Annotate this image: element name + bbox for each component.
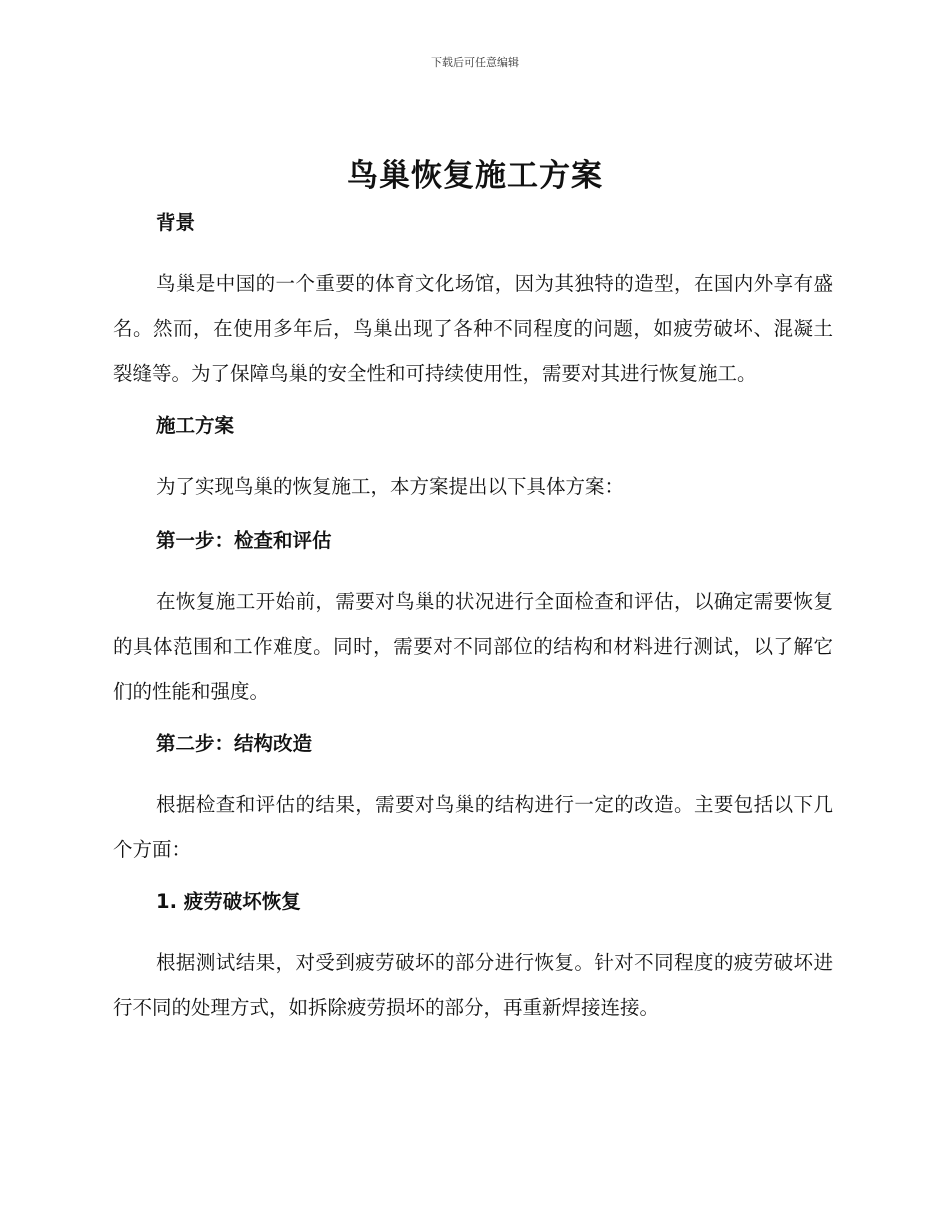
step1-heading: 第一步：检查和评估 <box>156 529 332 552</box>
background-heading: 背景 <box>156 211 196 234</box>
item1-paragraph: 根据测试结果，对受到疲劳破坏的部分进行恢复。针对不同程度的疲劳破坏进行不同的处理方式，如拆除疲劳损坏的部分，再重新焊接连接。 <box>113 951 833 1019</box>
page-header-note: 下载后可任意编辑 <box>431 56 519 69</box>
document-title: 鸟巢恢复施工方案 <box>347 158 603 194</box>
construction-plan-heading: 施工方案 <box>156 414 235 437</box>
step2-heading: 第二步：结构改造 <box>156 732 313 755</box>
construction-plan-intro: 为了实现鸟巢的恢复施工，本方案提出以下具体方案： <box>156 475 625 498</box>
item1-heading: 1. 疲劳破坏恢复 <box>156 890 301 913</box>
step1-paragraph: 在恢复施工开始前，需要对鸟巢的状况进行全面检查和评估，以确定需要恢复的具体范围和工作难度。同时，需要对不同部位的结构和材料进行测试，以了解它们的性能和强度。 <box>113 590 833 703</box>
background-paragraph: 鸟巢是中国的一个重要的体育文化场馆，因为其独特的造型，在国内外享有盛名。然而，在使用多年后，鸟巢出现了各种不同程度的问题，如疲劳破坏、混凝土裂缝等。为了保障鸟巢的安全性和可持续使用性，需要对其进行恢复施工。 <box>113 272 833 385</box>
step2-paragraph: 根据检查和评估的结果，需要对鸟巢的结构进行一定的改造。主要包括以下几个方面： <box>113 793 833 861</box>
document-body <box>113 205 833 1042</box>
